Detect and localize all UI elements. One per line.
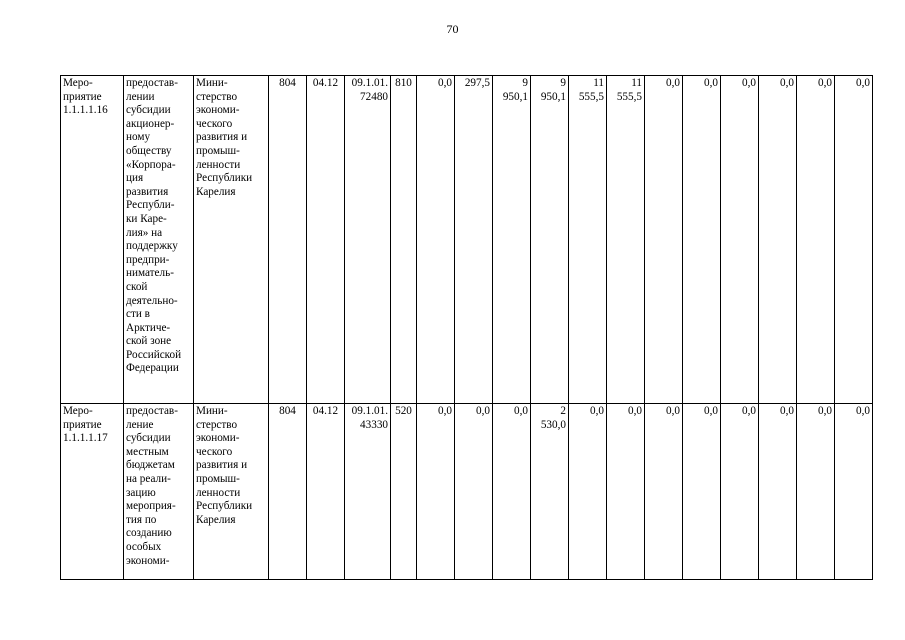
value-cell: 11 555,5 — [607, 76, 645, 404]
value-cell: 11 555,5 — [569, 76, 607, 404]
value-cell: 0,0 — [683, 76, 721, 404]
value-cell: 0,0 — [797, 76, 835, 404]
vr-cell: 520 — [391, 404, 417, 580]
value-cell: 0,0 — [493, 404, 531, 580]
value-cell: 0,0 — [835, 76, 873, 404]
vr-cell: 810 — [391, 76, 417, 404]
value-cell: 0,0 — [569, 404, 607, 580]
csr-cell: 09.1.01. 72480 — [345, 76, 391, 404]
description-cell: предостав- ление субсидии местным бюджетам на реали- зацию мероприя- тия по созданию особых экономи- — [124, 404, 194, 580]
grbs-cell: 804 — [269, 404, 307, 580]
description-cell: предостав- лении субсидии акционер- ному обществу «Корпора- ция развития Республи- ки Каре- лия» на поддержку предпри- ниматель- ской деятельно- сти в Арктиче- ской зоне Российской Федерации — [124, 76, 194, 404]
rzpr-cell: 04.12 — [307, 76, 345, 404]
value-cell: 0,0 — [645, 76, 683, 404]
activity-id-cell: Меро- приятие 1.1.1.1.17 — [61, 404, 124, 580]
value-cell: 0,0 — [683, 404, 721, 580]
value-cell: 0,0 — [607, 404, 645, 580]
value-cell: 2 530,0 — [531, 404, 569, 580]
value-cell: 0,0 — [721, 76, 759, 404]
value-cell: 0,0 — [645, 404, 683, 580]
page-number: 70 — [446, 22, 459, 36]
value-cell: 0,0 — [455, 404, 493, 580]
value-cell: 0,0 — [721, 404, 759, 580]
budget-table — [60, 75, 873, 580]
table-row — [61, 76, 873, 404]
grbs-cell: 804 — [269, 76, 307, 404]
csr-cell: 09.1.01. 43330 — [345, 404, 391, 580]
executor-cell: Мини- стерство экономи- ческого развития и промыш- ленности Республики Карелия — [194, 76, 269, 404]
value-cell: 297,5 — [455, 76, 493, 404]
value-cell: 0,0 — [759, 404, 797, 580]
executor-cell: Мини- стерство экономи- ческого развития и промыш- ленности Республики Карелия — [194, 404, 269, 580]
value-cell: 0,0 — [835, 404, 873, 580]
value-cell: 9 950,1 — [531, 76, 569, 404]
value-cell: 0,0 — [797, 404, 835, 580]
value-cell: 0,0 — [759, 76, 797, 404]
table-row — [61, 404, 873, 580]
rzpr-cell: 04.12 — [307, 404, 345, 580]
value-cell: 0,0 — [417, 404, 455, 580]
value-cell: 0,0 — [417, 76, 455, 404]
activity-id-cell: Меро- приятие 1.1.1.1.16 — [61, 76, 124, 404]
value-cell: 9 950,1 — [493, 76, 531, 404]
